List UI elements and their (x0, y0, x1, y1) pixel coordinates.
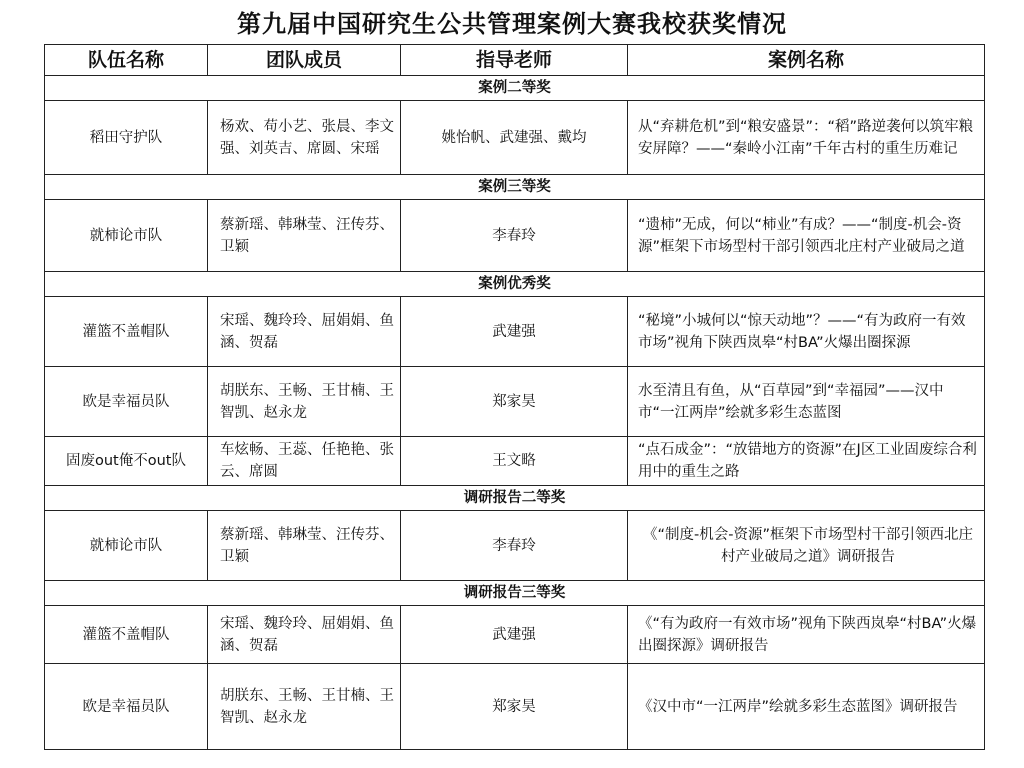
section-label: 调研报告二等奖 (45, 486, 985, 511)
advisor: 姚怡帆、武建强、戴均 (401, 101, 628, 175)
advisor: 王文略 (401, 437, 628, 486)
team-name: 欧是幸福员队 (45, 367, 208, 437)
table-header-row (45, 45, 985, 76)
section-label: 案例优秀奖 (45, 272, 985, 297)
advisor: 武建强 (401, 606, 628, 664)
team-members: 胡朕东、王畅、王甘楠、王智凯、赵永龙 (208, 367, 401, 437)
team-name: 就柿论市队 (45, 511, 208, 581)
team-members: 胡朕东、王畅、王甘楠、王智凯、赵永龙 (208, 664, 401, 750)
team-name: 就柿论市队 (45, 200, 208, 272)
team-members: 蔡新瑶、韩琳莹、汪传芬、卫颖 (208, 511, 401, 581)
team-name: 灌篮不盖帽队 (45, 606, 208, 664)
case-title: “遗柿”无成，何以“柿业”有成？——“制度-机会-资源”框架下市场型村干部引领西北庄村产业破局之道 (628, 200, 985, 272)
team-name: 固废out俺不out队 (45, 437, 208, 486)
table-row (45, 606, 985, 664)
table-row (45, 200, 985, 272)
section-row (45, 175, 985, 200)
section-row (45, 76, 985, 101)
case-title: 从“弃耕危机”到“粮安盛景”：“稻”路逆袭何以筑牢粮安屏障？——“秦岭小江南”千年古村的重生历难记 (628, 101, 985, 175)
team-name: 灌篮不盖帽队 (45, 297, 208, 367)
team-members: 宋瑶、魏玲玲、屈娟娟、鱼涵、贺磊 (208, 297, 401, 367)
team-name: 欧是幸福员队 (45, 664, 208, 750)
case-title: 《“有为政府一有效市场”视角下陕西岚皋“村BA”火爆出圈探源》调研报告 (628, 606, 985, 664)
section-row (45, 486, 985, 511)
header-members: 团队成员 (208, 45, 401, 76)
advisor: 李春玲 (401, 511, 628, 581)
section-label: 调研报告三等奖 (45, 581, 985, 606)
advisor: 郑家昊 (401, 367, 628, 437)
section-label: 案例二等奖 (45, 76, 985, 101)
header-case: 案例名称 (628, 45, 985, 76)
case-title: 《汉中市“一江两岸”绘就多彩生态蓝图》调研报告 (628, 664, 985, 750)
table-row (45, 664, 985, 750)
table-row (45, 511, 985, 581)
case-title: 《“制度-机会-资源”框架下市场型村干部引领西北庄村产业破局之道》调研报告 (628, 511, 985, 581)
case-title: “点石成金”：“放错地方的资源”在J区工业固废综合利用中的重生之路 (628, 437, 985, 486)
page-title: 第九届中国研究生公共管理案例大赛我校获奖情况 (237, 10, 787, 38)
case-title: 水至清且有鱼，从“百草园”到“幸福园”——汉中市“一江两岸”绘就多彩生态蓝图 (628, 367, 985, 437)
advisor: 郑家昊 (401, 664, 628, 750)
table-row (45, 297, 985, 367)
team-members: 蔡新瑶、韩琳莹、汪传芬、卫颖 (208, 200, 401, 272)
case-title: “秘境”小城何以“惊天动地”？——“有为政府一有效市场”视角下陕西岚皋“村BA”火爆出圈探源 (628, 297, 985, 367)
advisor: 李春玲 (401, 200, 628, 272)
team-name: 稻田守护队 (45, 101, 208, 175)
team-members: 车炫畅、王蕊、任艳艳、张云、席圆 (208, 437, 401, 486)
table-row (45, 367, 985, 437)
section-row (45, 581, 985, 606)
table-row (45, 437, 985, 486)
team-members: 宋瑶、魏玲玲、屈娟娟、鱼涵、贺磊 (208, 606, 401, 664)
header-advisor: 指导老师 (401, 45, 628, 76)
advisor: 武建强 (401, 297, 628, 367)
team-members: 杨欢、苟小艺、张晨、李文强、刘英吉、席圆、宋瑶 (208, 101, 401, 175)
section-label: 案例三等奖 (45, 175, 985, 200)
header-team: 队伍名称 (45, 45, 208, 76)
section-row (45, 272, 985, 297)
table-row (45, 101, 985, 175)
awards-table (44, 44, 985, 750)
